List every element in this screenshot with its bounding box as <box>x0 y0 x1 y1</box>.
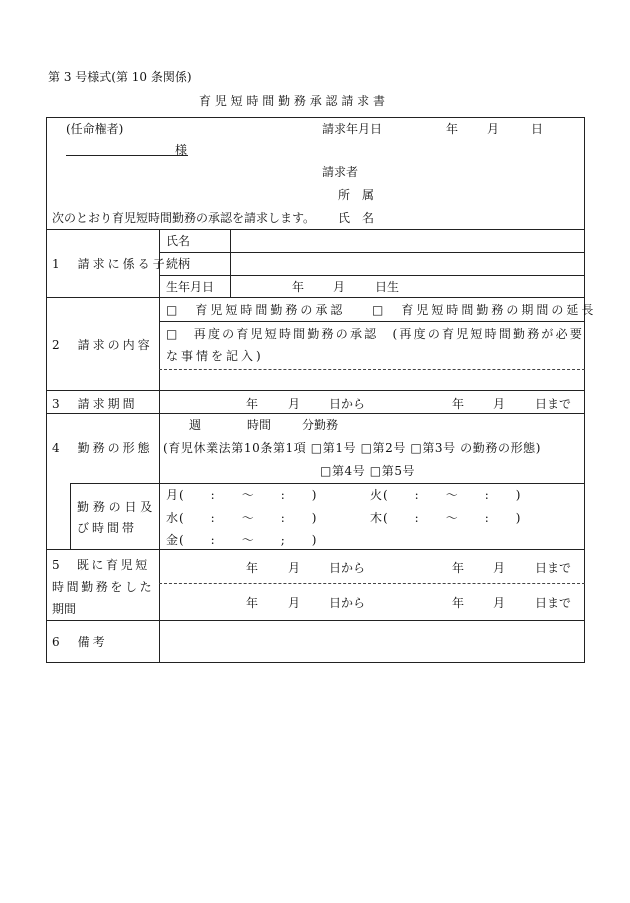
prev-end-month-2: 月 <box>493 596 506 610</box>
prev-start-day-1: 日から <box>329 561 366 575</box>
section2-top-border <box>46 297 585 298</box>
section1-row-border-1 <box>159 252 585 253</box>
request-statement: 次のとおり育児短時間勤務の承認を請求します。 <box>52 211 316 225</box>
child-name-field[interactable] <box>233 234 581 250</box>
table-bottom-border <box>46 662 585 663</box>
prev-start-day-2: 日から <box>329 596 366 610</box>
label-column-border <box>159 229 160 662</box>
sama-label: 様 <box>175 143 188 157</box>
schedule-label-1: 勤 務 の 日 及 <box>77 500 153 514</box>
requester-label: 請求者 <box>322 165 359 179</box>
option-approval[interactable]: □ 育児短時間勤務の承認 <box>166 303 346 317</box>
affiliation-label: 所 属 <box>338 188 375 202</box>
period-start-day: 日から <box>329 397 366 411</box>
section1-top-border <box>46 229 585 230</box>
week-label: 週 <box>189 418 202 432</box>
table-top-border <box>46 117 585 118</box>
prev-end-year-1: 年 <box>452 561 465 575</box>
prev-start-year-2: 年 <box>246 596 259 610</box>
period-end-month: 月 <box>493 397 506 411</box>
section5-label-3: 期間 <box>52 602 77 616</box>
section1-field-border <box>230 229 231 297</box>
prev-end-month-1: 月 <box>493 561 506 575</box>
prev-end-year-2: 年 <box>452 596 465 610</box>
section2-dashed-line <box>159 369 585 370</box>
law-note: (育児休業法第10条第1項 □第1号 □第2号 □第3号 の勤務の形態) <box>163 441 542 455</box>
prev-end-day-1: 日まで <box>535 561 572 575</box>
request-day: 日 <box>531 122 544 136</box>
section2-label: 2 請求の内容 <box>52 338 153 352</box>
section2-row-border <box>159 321 585 322</box>
request-year: 年 <box>446 122 459 136</box>
birth-day: 日生 <box>375 280 400 294</box>
request-date-label: 請求年月日 <box>322 122 383 136</box>
birth-year: 年 <box>292 280 305 294</box>
child-relation-field[interactable] <box>233 257 581 273</box>
request-month: 月 <box>487 122 500 136</box>
schedule-label-2: び時間帯 <box>77 521 138 535</box>
period-start-year: 年 <box>246 397 259 411</box>
section5-top-border <box>46 549 585 550</box>
section4-top-border <box>46 413 585 414</box>
prev-end-day-2: 日まで <box>535 596 572 610</box>
monday-hours[interactable]: 月( : 〜 : ) <box>166 488 318 502</box>
child-name-label: 氏名 <box>166 234 191 248</box>
schedule-top-border <box>70 483 585 484</box>
friday-hours[interactable]: 金( : 〜 ; ) <box>166 533 318 547</box>
law-note-2: □第4号 □第5号 <box>320 464 416 478</box>
prev-start-month-1: 月 <box>288 561 301 575</box>
section6-label: 6 備考 <box>52 635 108 649</box>
period-end-year: 年 <box>452 397 465 411</box>
schedule-left-border <box>70 483 71 549</box>
prev-start-month-2: 月 <box>288 596 301 610</box>
thursday-hours[interactable]: 木( : 〜 : ) <box>370 511 522 525</box>
form-number: 第 3 号様式(第 10 条関係) <box>48 70 192 84</box>
period-start-month: 月 <box>288 397 301 411</box>
form-title: 育 児 短 時 間 勤 務 承 認 請 求 書 <box>199 94 385 108</box>
section1-row-border-2 <box>159 275 585 276</box>
period-end-day: 日まで <box>535 397 572 411</box>
prev-start-year-1: 年 <box>246 561 259 575</box>
minutes-label: 分勤務 <box>302 418 339 432</box>
appointer-underline[interactable] <box>66 155 188 156</box>
section3-top-border <box>46 390 585 391</box>
section1-label: 1 請求に係る子 <box>52 257 168 271</box>
section6-top-border <box>46 620 585 621</box>
reapproval-reason-field[interactable] <box>163 372 581 388</box>
tuesday-hours[interactable]: 火( : 〜 : ) <box>370 488 522 502</box>
option-reapproval[interactable]: □ 再度の育児短時間勤務の承認 (再度の育児短時間勤務が必要 <box>166 327 585 341</box>
section5-dashed-line <box>159 583 585 584</box>
appointer-label: (任命権者) <box>66 122 124 136</box>
child-relation-label: 続柄 <box>166 257 191 271</box>
wednesday-hours[interactable]: 水( : 〜 : ) <box>166 511 318 525</box>
birth-month: 月 <box>333 280 346 294</box>
section5-label-2: 時間勤務をした <box>52 580 155 594</box>
requester-name-label: 氏 名 <box>338 211 375 225</box>
remarks-field[interactable] <box>163 624 581 659</box>
section3-label: 3 請求期間 <box>52 397 138 411</box>
child-birthdate-label: 生年月日 <box>166 280 215 294</box>
option-extension[interactable]: □ 育児短時間勤務の期間の延長 <box>372 303 597 317</box>
section5-label-1: 5 既に育児短 <box>52 558 150 572</box>
hours-label: 時間 <box>247 418 272 432</box>
section4-label: 4 勤務の形態 <box>52 441 153 455</box>
option-reapproval-cont: な事情を記入) <box>166 349 264 363</box>
